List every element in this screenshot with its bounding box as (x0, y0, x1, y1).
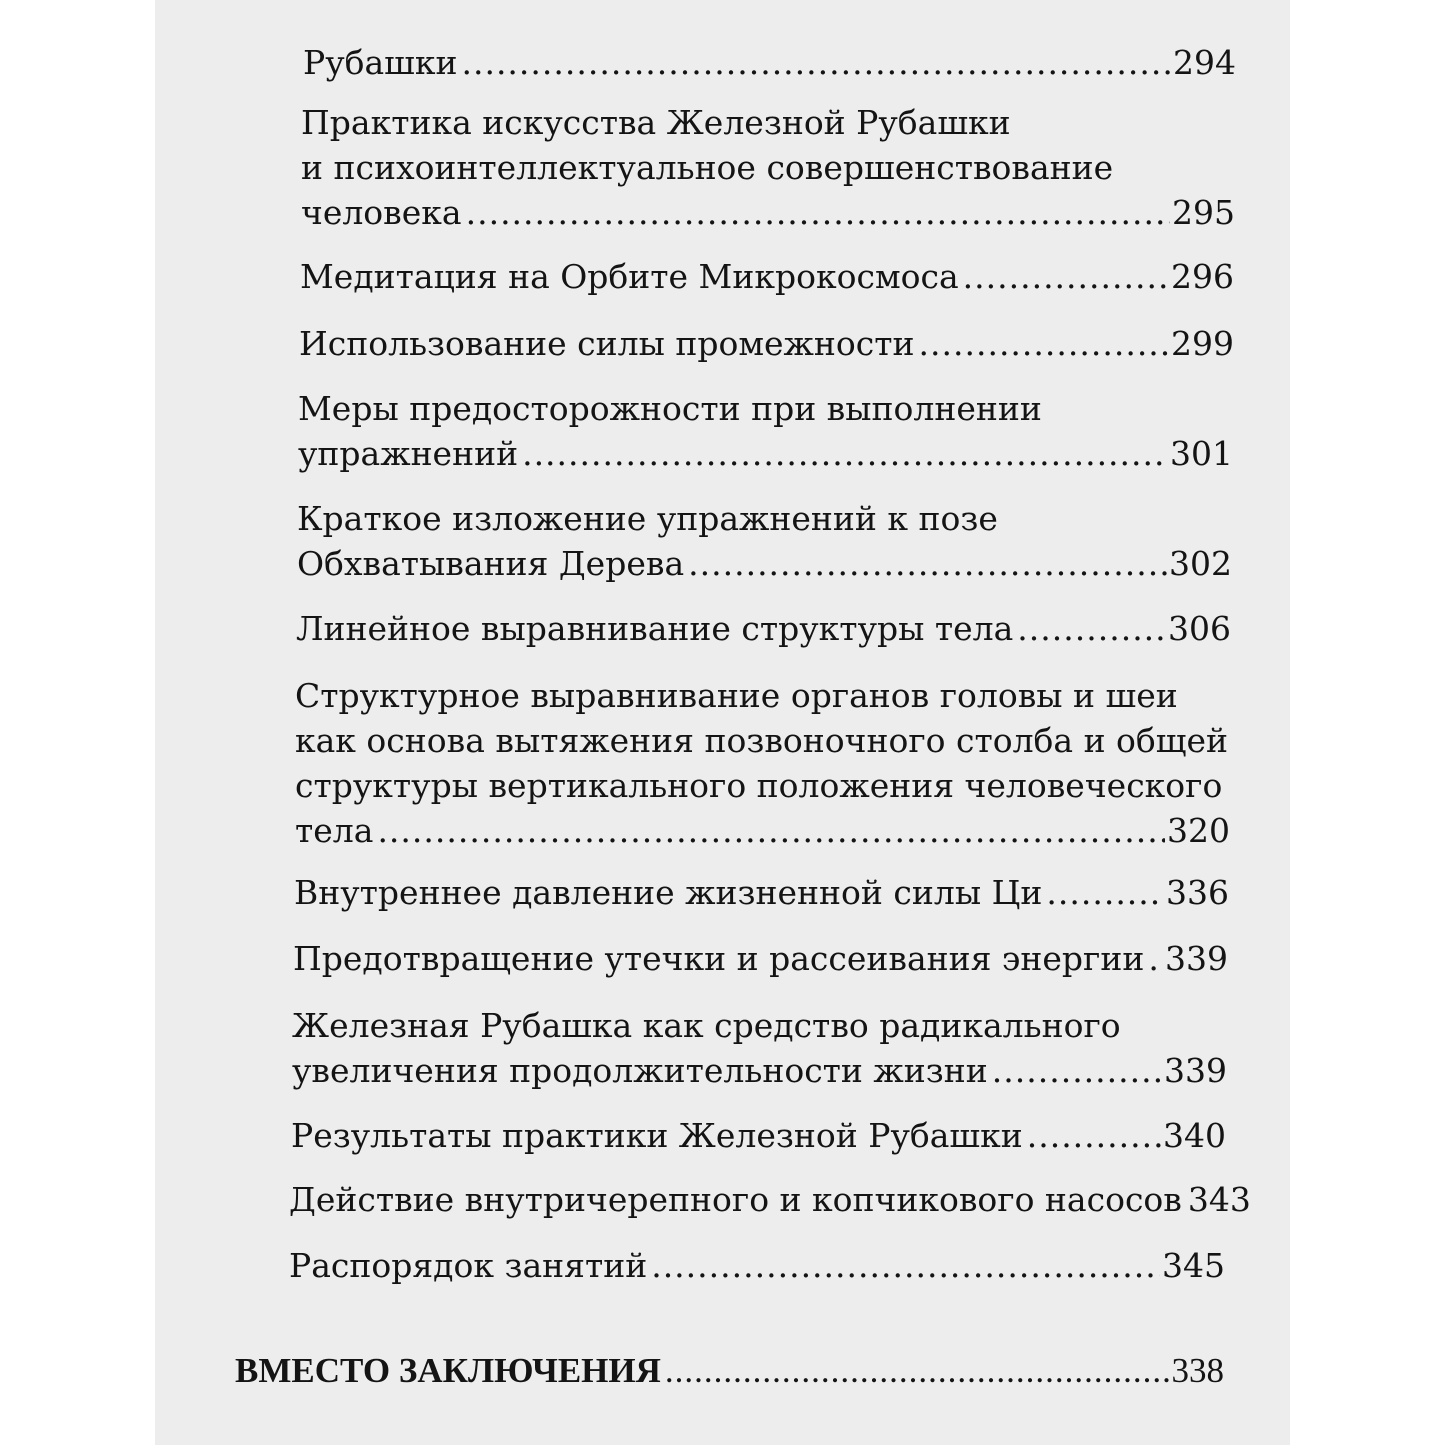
leader-dots (1027, 1113, 1161, 1158)
page-number: 306 (1168, 609, 1231, 648)
entry-title-line: Железная Рубашка как средство радикального (292, 1006, 1121, 1045)
entry-title-line: Структурное выравнивание органов головы и шеи (295, 676, 1178, 715)
entry-title-line: и психоинтеллектуальное совершенствование (301, 148, 1114, 187)
entry-title: Действие внутричерепного и копчикового насосов (289, 1180, 1182, 1219)
page-number: 296 (1171, 257, 1234, 296)
entry-title: Результаты практики Железной Рубашки (291, 1116, 1023, 1155)
page-number: 345 (1162, 1246, 1225, 1285)
entry-title: Медитация на Орбите Микрокосмоса (300, 257, 959, 296)
page-number: 299 (1171, 324, 1234, 363)
entry-title: Предотвращение утечки и рассеивания энергии (293, 939, 1145, 978)
entry-title-line: Краткое изложение упражнений к позе (297, 499, 998, 538)
entry-title-line: упражнений (298, 434, 519, 473)
entry-title-line: структуры вертикального положения человеческого (295, 766, 1223, 805)
toc-entry[interactable] (289, 1243, 1225, 1288)
toc-entry[interactable] (289, 1177, 1251, 1222)
leader-dots (665, 1348, 1170, 1393)
page-number: 339 (1164, 1051, 1227, 1090)
leader-dots (1148, 936, 1163, 981)
leader-dots (651, 1243, 1160, 1288)
leader-dots (466, 190, 1170, 235)
leader-dots (963, 254, 1169, 299)
page-number: 295 (1172, 193, 1235, 232)
toc-entry[interactable] (300, 254, 1234, 299)
toc-section-entry[interactable] (235, 1348, 1224, 1393)
entry-title-line: Практика искусства Железной Рубашки (301, 103, 1011, 142)
toc-entry[interactable] (298, 386, 1233, 476)
toc-entry[interactable] (291, 1113, 1226, 1158)
entry-title: Использование силы промежности (299, 324, 915, 363)
entry-title: Линейное выравнивание структуры тела (296, 609, 1014, 648)
page-number: 294 (1173, 43, 1236, 82)
toc-entry[interactable] (299, 321, 1234, 366)
leader-dots (522, 431, 1168, 476)
leader-dots (992, 1048, 1162, 1093)
entry-title-line: Меры предосторожности при выполнении (298, 389, 1042, 428)
page-number: 339 (1165, 939, 1228, 978)
leader-dots (461, 40, 1171, 85)
page-number: 338 (1171, 1351, 1224, 1390)
entry-title: Внутреннее давление жизненной силы Ци (294, 873, 1043, 912)
entry-title-line: Обхватывания Дерева (297, 544, 685, 583)
leader-dots (1046, 870, 1164, 915)
toc-entry[interactable] (294, 870, 1229, 915)
entry-title-line: человека (301, 193, 462, 232)
page-number: 301 (1170, 434, 1233, 473)
leader-dots (688, 541, 1167, 586)
page-number: 340 (1163, 1116, 1226, 1155)
toc-entry[interactable] (296, 606, 1231, 651)
leader-dots (919, 321, 1169, 366)
toc-entry[interactable] (292, 1003, 1227, 1093)
entry-title-line: как основа вытяжения позвоночного столба и общей (295, 721, 1228, 760)
entry-title-line: увеличения продолжительности жизни (292, 1051, 988, 1090)
leader-dots (377, 808, 1165, 853)
toc-entry[interactable] (301, 100, 1235, 235)
page-number: 320 (1167, 811, 1230, 850)
leader-dots (1017, 606, 1166, 651)
entry-title: Распорядок занятий (289, 1246, 648, 1285)
section-title: ВМЕСТО ЗАКЛЮЧЕНИЯ (235, 1351, 661, 1390)
page-number: 336 (1166, 873, 1229, 912)
entry-title: Рубашки (303, 43, 458, 82)
entry-title-line: тела (295, 811, 374, 850)
toc-entry[interactable] (303, 40, 1236, 85)
page-number: 343 (1187, 1180, 1251, 1219)
toc-entry[interactable] (295, 673, 1230, 853)
toc-entry[interactable] (293, 936, 1228, 981)
toc-entry[interactable] (297, 496, 1232, 586)
page-number: 302 (1169, 544, 1232, 583)
